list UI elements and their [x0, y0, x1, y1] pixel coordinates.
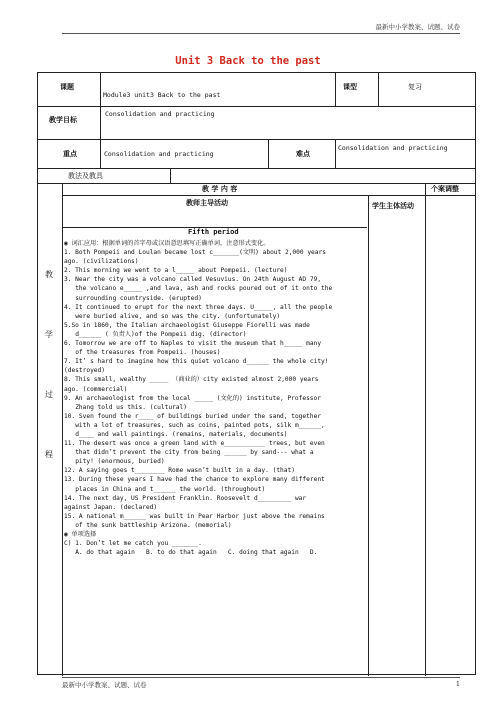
row-divider	[38, 139, 475, 140]
header-rule	[62, 33, 460, 34]
difficulty-value: Consolidation and practicing	[338, 144, 448, 152]
lesson-table	[37, 72, 476, 675]
col-divider	[425, 183, 426, 676]
exercise-line: against Japan. (declared)	[64, 503, 158, 511]
row-divider	[38, 106, 475, 107]
exercise-line: 14. The next day, US President Franklin. Roosevelt d_________ war	[64, 494, 307, 502]
goal-value: Consolidation and practicing	[105, 110, 215, 118]
exercise-line: ◉ 词汇应用：根据单词的首字母或汉语意思填写正确单词，注意形式变化。	[64, 240, 270, 247]
exercise-line: d____ and wall paintings. (remains, materials, documents)	[64, 430, 288, 438]
exercise-line: ago. (commercial)	[64, 385, 128, 393]
exercise-line: 6. Tomorrow we are off to Naples to visit the museum that h_____ many	[64, 340, 322, 348]
exercise-line: 3. Near the city was a volcano called Vesuvius. On 24th August AD 79,	[64, 276, 322, 284]
exercise-line: 10. Sven found the r____ of buildings buried under the sand, together	[64, 412, 322, 420]
exercise-line: d______ ( 负责人)of the Pompeii dig. (director)	[64, 330, 247, 338]
exercise-line: Zhang told us this. (cultural)	[64, 403, 187, 411]
type-value: 复习	[408, 83, 422, 91]
col-divider	[100, 73, 101, 168]
exercise-line: surrounding countryside. (erupted)	[64, 294, 202, 302]
exercise-line: 13. During these years I have had the chance to explore many different	[64, 476, 325, 484]
col-divider	[368, 195, 369, 676]
exercise-line: 1. Both Pompeii and Loulan became lost c_______(文明) about 2,000 years	[64, 249, 326, 257]
exercise-line: 11. The desert was once a green land with e___________ trees, but even	[64, 440, 325, 448]
row-divider	[38, 168, 475, 169]
col-divider	[335, 73, 336, 106]
exercise-line: with a lot of treasures, such as coins, painted pots, silk m______,	[64, 421, 325, 429]
row-divider	[62, 195, 475, 196]
exercise-line: places in China and t______ the world. (throughout)	[64, 485, 266, 493]
key-label: 重点	[63, 149, 77, 158]
key-value: Consolidation and practicing	[104, 150, 214, 158]
exercise-line: that didn’t prevent the city from being ______ by sand--- what a	[64, 449, 314, 457]
side-char: 学	[45, 330, 53, 339]
exercise-line: ago. (civilizations)	[64, 258, 139, 266]
exercise-line: the volcano e_____ ,and lava, ash and rocks poured out of it onto the	[64, 285, 333, 293]
exercise-line: 15. A national m______ was built in Pear Harbor just above the remains	[64, 512, 325, 520]
exercise-line: (destroyed)	[64, 367, 105, 375]
page-header: 最新中小学教案、试题、试卷	[375, 23, 460, 31]
footer-rule	[62, 677, 460, 678]
process-label: 教 学 内 容	[202, 184, 238, 193]
side-char: 程	[45, 450, 53, 459]
exercise-line: 7. It’ s hard to imagine how this quiet volcano d______ the whole city!	[64, 358, 329, 366]
exercise-line: 12. A saying goes t________ Rome wasn’t built in a day. (that)	[64, 467, 295, 475]
student-activity-label: 学生主体活动	[372, 201, 414, 210]
exercise-text	[64, 239, 365, 557]
exercise-line: of the treasures from Pompeii. (houses)	[64, 349, 221, 357]
exercise-line: 2. This morning we went to a l_____ about Pompeii. (lecture)	[64, 267, 288, 275]
page-footer: 最新中小学教案、试题、试卷	[62, 681, 147, 689]
exercise-line: of the sunk battleship Arizona. (memorial)	[64, 521, 232, 529]
exercise-line: ◉ 单项选择	[64, 531, 97, 538]
teacher-activity-label: 教师主导活动	[186, 198, 228, 207]
col-divider	[170, 168, 171, 183]
side-char: 教	[45, 270, 53, 279]
exercise-line: C) 1. Don’t let me catch you _______.	[64, 540, 202, 548]
exercise-line: 5.So in 1860, the Italian archaeologist Giuseppe Fiorelli was made	[64, 321, 310, 329]
exercise-line: 4. It continued to erupt for the next three days. U_____, all the people	[64, 303, 333, 311]
document-title: Unit 3 Back to the past	[175, 55, 321, 67]
exercise-line: A. do that again B. to do that again C. doing that again D.	[64, 549, 318, 557]
goal-label: 教学目标	[49, 115, 77, 124]
col-divider	[268, 139, 269, 168]
col-divider	[62, 183, 63, 676]
side-char: 过	[45, 390, 53, 399]
methods-label: 教法及教具	[68, 172, 103, 180]
row-divider	[38, 183, 475, 184]
topic-value: Module3 unit3 Back to the past	[103, 91, 221, 99]
difficulty-label: 难点	[296, 149, 310, 158]
period-heading: Fifth period	[188, 228, 239, 236]
col-divider	[335, 139, 336, 168]
exercise-line: 8. This small, wealthy _____ （商业的）city existed almost 2,000 years	[64, 376, 319, 384]
page-number: 1	[455, 680, 460, 688]
individual-adjust-label: 个案调整	[431, 184, 459, 193]
exercise-line: were buried alive, and so was the city. (unfortunately)	[64, 312, 281, 320]
topic-label: 课题	[60, 82, 74, 91]
col-divider	[378, 73, 379, 106]
exercise-line: pity! (enormous, buried)	[64, 458, 165, 466]
exercise-line: 9. An archaeologist from the local _____ (文化的) institute, Professor	[64, 394, 321, 402]
type-label: 课型	[343, 82, 357, 91]
